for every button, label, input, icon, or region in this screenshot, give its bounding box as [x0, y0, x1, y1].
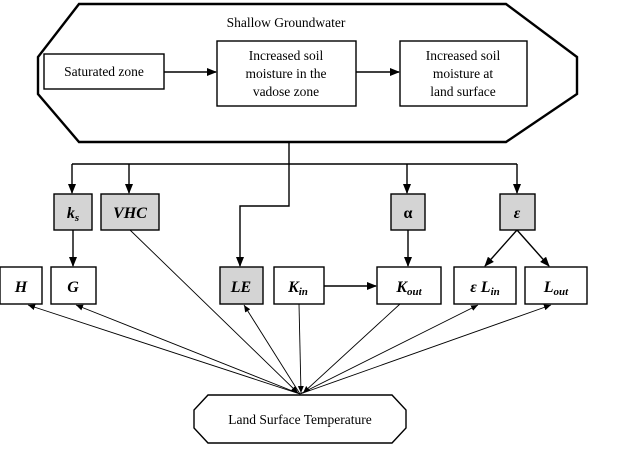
lst-link-h: [28, 305, 300, 394]
lst-link-kout: [303, 304, 400, 393]
kin-label: Kin: [288, 279, 308, 298]
lst-link-le: [244, 305, 300, 394]
kout-label: Kout: [396, 279, 422, 298]
vadose-moisture-line-2: moisture in the: [245, 66, 327, 81]
arrow-epsilon-to-elin: [485, 230, 517, 266]
alpha-label: α: [403, 205, 413, 222]
lst-link-elin: [300, 305, 478, 394]
surface-moisture-line-1: Increased soil: [425, 48, 501, 63]
epsilon-label: ε: [513, 205, 521, 222]
vadose-moisture-line-3: vadose zone: [252, 84, 320, 99]
g-label: G: [67, 279, 79, 296]
lst-link-kin: [299, 304, 301, 393]
surface-moisture-line-2: moisture at: [432, 66, 494, 81]
arrow-to-le: [240, 164, 289, 266]
arrow-epsilon-to-lout: [517, 230, 549, 266]
surface-moisture-line-3: land surface: [430, 84, 496, 99]
elin-label: ε Lin: [470, 279, 500, 298]
lst-link-g: [76, 305, 300, 394]
h-label: H: [14, 279, 28, 296]
le-label: LE: [230, 279, 252, 296]
lst-link-lout: [300, 305, 551, 394]
saturated-zone-label: Saturated zone: [64, 64, 144, 79]
ks-label: ks: [66, 205, 80, 224]
vhc-label: VHC: [113, 205, 147, 222]
vadose-moisture-line-1: Increased soil: [248, 48, 324, 63]
lout-label: Lout: [543, 279, 569, 298]
shallow-groundwater-title: Shallow Groundwater: [226, 15, 346, 30]
land-surface-temperature-label: Land Surface Temperature: [228, 412, 372, 427]
lst-link-vhc: [130, 230, 298, 393]
